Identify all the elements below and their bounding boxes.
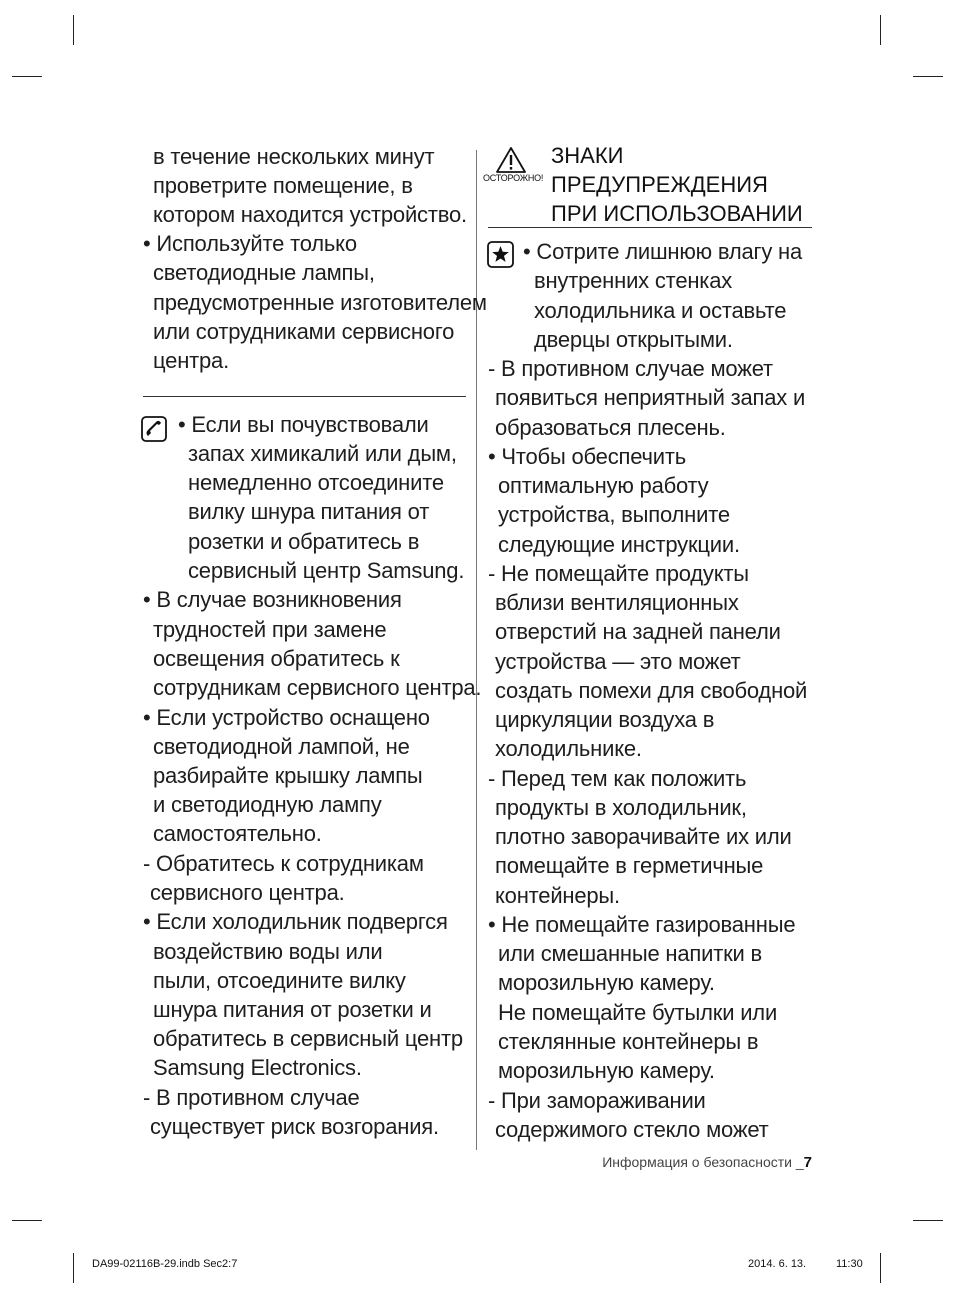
crop-mark: [913, 1220, 943, 1221]
text-line: предусмотренные изготовителем: [153, 290, 487, 315]
text-line: продукты в холодильник,: [495, 795, 747, 820]
dash-line: - При замораживании: [488, 1088, 706, 1113]
text-line: образоваться плесень.: [495, 415, 726, 440]
text-line: морозильную камеру.: [498, 1058, 715, 1083]
text-line: сервисный центр Samsung.: [188, 558, 465, 583]
crop-mark: [12, 76, 42, 77]
dash-line: - Обратитесь к сотрудникам: [143, 851, 424, 876]
text-line: или сотрудниками сервисного: [153, 319, 455, 344]
text-line: воздействию воды или: [153, 939, 383, 964]
text-line: проветрите помещение, в: [153, 173, 413, 198]
print-time: 11:30: [836, 1258, 863, 1270]
text-line: стеклянные контейнеры в: [498, 1029, 759, 1054]
text-line: морозильную камеру.: [498, 970, 715, 995]
print-file-info: DA99-02116B-29.indb Sec2:7: [92, 1258, 238, 1270]
dash-line: - Перед тем как положить: [488, 766, 747, 791]
text-line: холодильнике.: [495, 736, 642, 761]
crop-mark: [12, 1220, 42, 1221]
text-line: существует риск возгорания.: [150, 1114, 439, 1139]
crop-mark: [73, 15, 74, 45]
text-line: внутренних стенках: [534, 268, 733, 293]
page-number: 7: [803, 1154, 812, 1171]
text-line: немедленно отсоедините: [188, 470, 444, 495]
print-date: 2014. 6. 13.: [748, 1258, 807, 1270]
text-line: или смешанные напитки в: [498, 941, 763, 966]
text-line: светодиодной лампой, не: [153, 734, 410, 759]
bullet-line: • Используйте только: [143, 231, 357, 256]
heading-line: ЗНАКИ: [551, 143, 624, 168]
text-line: и светодиодную лампу: [153, 792, 382, 817]
text-line: самостоятельно.: [153, 821, 322, 846]
section-divider: [143, 396, 466, 397]
text-line: сотрудникам сервисного центра.: [153, 675, 482, 700]
text-line: в течение нескольких минут: [153, 144, 435, 169]
bullet-line: • Если холодильник подвергся: [143, 909, 448, 934]
crop-mark: [73, 1253, 74, 1283]
text-line: светодиодные лампы,: [153, 260, 375, 285]
crop-mark: [880, 1253, 881, 1283]
bullet-line: • В случае возникновения: [143, 587, 402, 612]
text-line: вблизи вентиляционных: [495, 590, 739, 615]
text-line: трудностей при замене: [153, 617, 387, 642]
bullet-line: • Если устройство оснащено: [143, 705, 430, 730]
text-line: Samsung Electronics.: [153, 1055, 362, 1080]
phone-icon: [141, 416, 167, 442]
text-line: появиться неприятный запах и: [495, 385, 806, 410]
text-line: создать помехи для свободной: [495, 678, 808, 703]
text-line: сервисного центра.: [150, 880, 345, 905]
text-line: плотно заворачивайте их или: [495, 824, 792, 849]
text-line: розетки и обратитесь в: [188, 529, 420, 554]
text-line: оптимальную работу: [498, 473, 709, 498]
text-line: освещения обратитесь к: [153, 646, 400, 671]
heading-underline: [488, 227, 812, 228]
heading-line: ПРЕДУПРЕЖДЕНИЯ: [551, 172, 768, 197]
star-icon: [487, 241, 514, 268]
text-line: центра.: [153, 348, 229, 373]
crop-mark: [880, 15, 881, 45]
dash-line: - В противном случае может: [488, 356, 773, 381]
text-line: запах химикалий или дым,: [188, 441, 457, 466]
footer-section: Информация о безопасности _: [602, 1154, 804, 1170]
bullet-line: • Чтобы обеспечить: [488, 444, 686, 469]
text-line: контейнеры.: [495, 883, 620, 908]
text-line: дверцы открытыми.: [534, 327, 733, 352]
crop-mark: [913, 76, 943, 77]
text-line: содержимого стекло может: [495, 1117, 769, 1142]
bullet-line: • Сотрите лишнюю влагу на: [523, 239, 803, 264]
text-line: котором находится устройство.: [153, 202, 467, 227]
bullet-line: • Не помещайте газированные: [488, 912, 796, 937]
section-heading: [551, 141, 803, 228]
text-line: помещайте в герметичные: [495, 853, 764, 878]
text-line: холодильника и оставьте: [534, 298, 787, 323]
page-footer: [602, 1154, 812, 1171]
text-line: шнура питания от розетки и: [153, 997, 432, 1022]
text-line: следующие инструкции.: [498, 532, 740, 557]
text-line: Не помещайте бутылки или: [498, 1000, 778, 1025]
caution-label: ОСТОРОЖНО!: [483, 173, 544, 183]
warning-triangle-icon: [495, 146, 527, 174]
text-line: пыли, отсоедините вилку: [153, 968, 406, 993]
text-line: циркуляции воздуха в: [495, 707, 715, 732]
bullet-line: • Если вы почувствовали: [178, 412, 429, 437]
heading-line: ПРИ ИСПОЛЬЗОВАНИИ: [551, 201, 803, 226]
text-line: вилку шнура питания от: [188, 499, 430, 524]
text-line: разбирайте крышку лампы: [153, 763, 423, 788]
text-line: устройства — это может: [495, 649, 741, 674]
text-line: устройства, выполните: [498, 502, 730, 527]
dash-line: - В противном случае: [143, 1085, 360, 1110]
text-line: обратитесь в сервисный центр: [153, 1026, 463, 1051]
text-line: отверстий на задней панели: [495, 619, 781, 644]
dash-line: - Не помещайте продукты: [488, 561, 749, 586]
